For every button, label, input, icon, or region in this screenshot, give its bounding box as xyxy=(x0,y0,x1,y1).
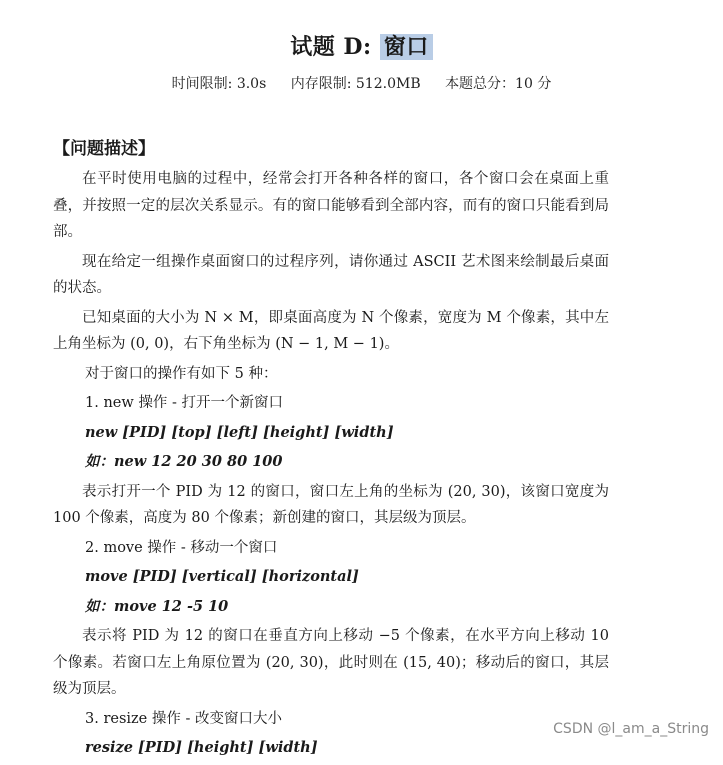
problem-limits xyxy=(0,73,723,93)
op-move-syntax: move [PID] [vertical] [horizontal] xyxy=(85,568,359,585)
paragraph-task: 现在给定一组操作桌面窗口的过程序列，请你通过 ASCII 艺术图来绘制最后桌面的状态。 xyxy=(53,253,609,296)
memory-limit: 内存限制: 512.0MB xyxy=(290,76,421,92)
title-highlight: 窗口 xyxy=(380,34,433,60)
paragraph-intro: 在平时使用电脑的过程中，经常会打开各种各样的窗口，各个窗口会在桌面上重叠，并按照一定的层次关系显示。有的窗口能够看到全部内容，而有的窗口只能看到局部。 xyxy=(53,171,609,240)
problem-title xyxy=(0,30,723,61)
problem-description xyxy=(53,166,609,765)
op-move-title: 2. move 操作 - 移动一个窗口 xyxy=(85,539,278,556)
op-new-example: 如：new 12 20 30 80 100 xyxy=(85,453,283,470)
op-new-title: 1. new 操作 - 打开一个新窗口 xyxy=(85,395,284,411)
time-limit: 时间限制: 3.0s xyxy=(171,76,267,92)
watermark: CSDN @l_am_a_String xyxy=(553,721,709,737)
paragraph-desktop-size: 已知桌面的大小为 N × M，即桌面高度为 N 个像素，宽度为 M 个像素，其中左上角坐标为 (0, 0)，右下角坐标为 (N − 1, M − 1)。 xyxy=(53,309,609,352)
op-move-description: 表示将 PID 为 12 的窗口在垂直方向上移动 −5 个像素，在水平方向上移动 10 个像素。若窗口左上角原位置为 (20, 30)，此时则在 (15, 40)；移动后的窗口，其层级为顶层。 xyxy=(53,628,609,697)
op-resize-title: 3. resize 操作 - 改变窗口大小 xyxy=(85,710,282,727)
title-prefix: 试题 D: xyxy=(290,34,380,60)
op-resize-syntax: resize [PID] [height] [width] xyxy=(85,739,318,756)
op-new-syntax: new [PID] [top] [left] [height] [width] xyxy=(85,423,394,441)
section-heading: 【问题描述】 xyxy=(53,139,155,159)
op-new-description: 表示打开一个 PID 为 12 的窗口，窗口左上角的坐标为 (20, 30)，该窗口宽度为 100 个像素，高度为 80 个像素；新创建的窗口，其层级为顶层。 xyxy=(53,483,609,526)
paragraph-operations: 对于窗口的操作有如下 5 种： xyxy=(85,365,278,382)
op-move-example: 如：move 12 -5 10 xyxy=(85,597,229,615)
total-score: 本题总分：10 分 xyxy=(445,76,552,92)
